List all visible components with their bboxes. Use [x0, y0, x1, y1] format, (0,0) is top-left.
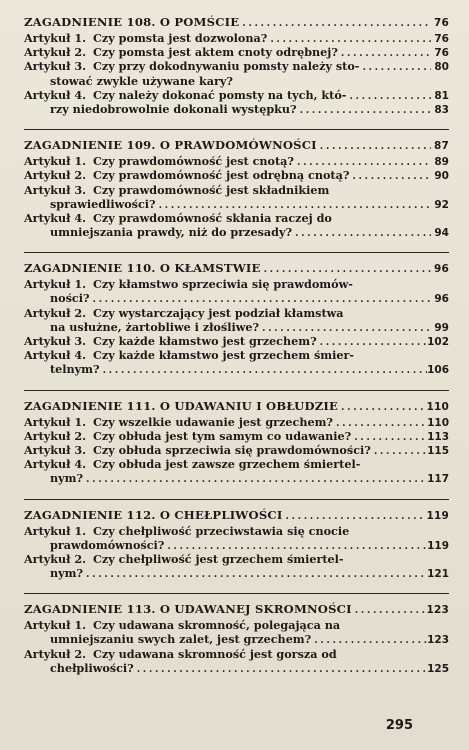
- article-question: Czy każde kłamstwo jest grzechem?: [93, 334, 317, 348]
- article-page-number: 99: [434, 321, 449, 334]
- article-line: [24, 429, 449, 443]
- article-page-number: 106: [427, 364, 449, 377]
- article-page-number: 125: [427, 662, 449, 675]
- article-label: Artykuł 3.: [24, 182, 87, 197]
- leader-dots: [346, 90, 431, 104]
- leader-dots: [292, 227, 431, 241]
- article-page-number: 81: [434, 89, 449, 102]
- article-line: [24, 362, 449, 376]
- leader-dots: [317, 138, 431, 155]
- article-question: Czy obłuda jest tym samym co udawanie?: [93, 428, 352, 443]
- article-line: [24, 168, 449, 182]
- article-label: Artykuł 2.: [24, 646, 87, 661]
- article-page-number: 92: [434, 198, 449, 211]
- section-title: ZAGADNIENIE 112. O CHEŁPLIWOŚCI: [24, 507, 283, 522]
- section-title: ZAGADNIENIE 110. O KŁAMSTWIE: [24, 261, 261, 276]
- section-header: [24, 507, 449, 524]
- article-question: stować zwykle używane kary?: [50, 73, 233, 88]
- article-label: Artykuł 1.: [24, 154, 87, 169]
- article-label: Artykuł 4.: [24, 348, 87, 363]
- article-page-number: 121: [427, 568, 449, 581]
- article-question: ności?: [50, 291, 90, 306]
- article-label: Artykuł 1.: [24, 523, 87, 538]
- toc-article: [24, 457, 449, 485]
- article-question: Czy każde kłamstwo jest grzechem śmier-: [93, 348, 355, 363]
- section-title: ZAGADNIENIE 108. O POMŚCIE: [24, 15, 240, 29]
- article-label: Artykuł 2.: [24, 168, 87, 183]
- article-line: [24, 471, 449, 485]
- article-question: Czy pomsta jest aktem cnoty odrębnej?: [93, 45, 338, 60]
- article-question: Czy wszelkie udawanie jest grzechem?: [93, 414, 333, 429]
- section-header: [24, 137, 449, 154]
- article-line: [24, 647, 449, 661]
- leader-dots: [134, 663, 427, 677]
- toc-section: [24, 252, 449, 376]
- article-question: umniejszaniu swych zalet, jest grzechem?: [50, 632, 312, 647]
- toc-section: [24, 390, 449, 486]
- section-header: [24, 260, 449, 277]
- toc-article: [24, 45, 449, 59]
- leader-dots: [100, 364, 428, 378]
- toc-section: [24, 129, 449, 239]
- article-line: [24, 348, 449, 362]
- toc-article: [24, 618, 449, 646]
- article-label: Artykuł 1.: [24, 31, 87, 45]
- article-line: [24, 524, 449, 538]
- leader-dots: [297, 104, 431, 118]
- article-question: umniejszania prawdy, niż do przesady?: [50, 225, 293, 240]
- toc-article: [24, 59, 449, 87]
- article-label: Artykuł 3.: [24, 59, 87, 74]
- section-page-number: 110: [426, 400, 449, 413]
- article-line: [24, 306, 449, 320]
- article-label: Artykuł 2.: [24, 45, 87, 60]
- article-line: [24, 334, 449, 348]
- article-line: [24, 45, 449, 59]
- leader-dots: [239, 15, 431, 32]
- article-line: [24, 632, 449, 646]
- article-label: Artykuł 2.: [24, 551, 87, 566]
- article-page-number: 80: [434, 61, 449, 74]
- toc-article: [24, 88, 449, 116]
- article-label: Artykuł 3.: [24, 442, 87, 457]
- leader-dots: [261, 261, 431, 278]
- article-question: Czy prawdomówność skłania raczej do: [93, 210, 332, 225]
- toc-article: [24, 306, 449, 334]
- article-page-number: 119: [427, 539, 449, 552]
- article-line: [24, 88, 449, 102]
- article-page-number: 76: [434, 33, 449, 45]
- article-page-number: 113: [427, 430, 449, 443]
- table-of-contents: [24, 14, 449, 675]
- toc-article: [24, 524, 449, 552]
- article-line: [24, 552, 449, 566]
- article-label: Artykuł 1.: [24, 414, 87, 429]
- leader-dots: [349, 170, 431, 184]
- article-question: chełpliwości?: [50, 660, 134, 675]
- toc-article: [24, 31, 449, 45]
- article-question: Czy prawdomówność jest odrębną cnotą?: [93, 168, 350, 183]
- article-line: [24, 183, 449, 197]
- article-page-number: 94: [434, 227, 449, 240]
- toc-article: [24, 334, 449, 348]
- toc-section: [24, 593, 449, 675]
- article-label: Artykuł 1.: [24, 618, 87, 633]
- article-question: Czy prawdomówność jest składnikiem: [93, 182, 330, 197]
- article-line: [24, 320, 449, 334]
- article-question: Czy obłuda jest zawsze grzechem śmiertel-: [93, 457, 361, 472]
- section-page-number: 123: [426, 604, 449, 617]
- section-title: ZAGADNIENIE 113. O UDAWANEJ SKROMNOŚCI: [24, 602, 352, 617]
- article-page-number: 117: [427, 473, 449, 486]
- section-page-number: 96: [433, 263, 449, 276]
- article-line: [24, 59, 449, 73]
- article-question: nym?: [50, 471, 84, 486]
- article-line: [24, 225, 449, 239]
- article-label: Artykuł 3.: [24, 334, 87, 348]
- article-label: Artykuł 2.: [24, 428, 87, 443]
- article-label: Artykuł 4.: [24, 210, 87, 225]
- article-question: rzy niedobrowolnie dokonali występku?: [50, 101, 297, 116]
- leader-dots: [83, 568, 427, 582]
- leader-dots: [282, 508, 426, 525]
- section-header: [24, 601, 449, 618]
- article-label: Artykuł 4.: [24, 87, 87, 102]
- section-header: [24, 14, 449, 31]
- toc-article: [24, 348, 449, 376]
- article-label: Artykuł 2.: [24, 305, 87, 320]
- leader-dots: [83, 473, 427, 487]
- article-question: telnym?: [50, 362, 100, 377]
- article-question: Czy wystarczający jest podział kłamstwa: [93, 305, 344, 320]
- article-line: [24, 291, 449, 305]
- leader-dots: [359, 61, 431, 75]
- article-line: [24, 74, 449, 88]
- article-page-number: 102: [427, 336, 449, 348]
- section-header: [24, 398, 449, 415]
- article-label: Artykuł 1.: [24, 277, 87, 292]
- leader-dots: [338, 399, 426, 416]
- article-line: [24, 415, 449, 429]
- article-question: Czy udawana skromność, polegająca na: [93, 618, 341, 633]
- article-question: prawdomówności?: [50, 537, 165, 552]
- article-line: [24, 538, 449, 552]
- toc-article: [24, 183, 449, 211]
- article-question: na usłużne, żartobliwe i złośliwe?: [50, 319, 260, 334]
- page-number: 295: [385, 718, 413, 733]
- article-question: Czy chełpliwość jest grzechem śmiertel-: [93, 551, 344, 566]
- article-page-number: 115: [427, 444, 449, 457]
- toc-article: [24, 168, 449, 182]
- toc-article: [24, 277, 449, 305]
- section-title: ZAGADNIENIE 111. O UDAWANIU I OBŁUDZIE: [24, 398, 339, 413]
- article-page-number: 89: [434, 156, 449, 169]
- article-question: Czy obłuda sprzeciwia się prawdomówności?: [93, 442, 371, 457]
- leader-dots: [371, 445, 427, 459]
- article-line: [24, 102, 449, 116]
- toc-article: [24, 154, 449, 168]
- section-page-number: 76: [433, 17, 449, 29]
- article-question: Czy kłamstwo sprzeciwia się prawdomów-: [93, 277, 353, 292]
- article-question: nym?: [50, 566, 84, 581]
- toc-article: [24, 647, 449, 675]
- article-page-number: 110: [427, 416, 449, 429]
- article-question: Czy prawdomówność jest cnotą?: [93, 154, 294, 169]
- article-page-number: 96: [434, 293, 449, 306]
- section-title: ZAGADNIENIE 109. O PRAWDOMÓWNOŚCI: [24, 138, 317, 153]
- article-question: Czy udawana skromność jest gorsza od: [93, 646, 337, 661]
- article-page-number: 76: [434, 47, 449, 60]
- article-page-number: 90: [434, 170, 449, 183]
- article-line: [24, 31, 449, 45]
- article-page-number: 123: [427, 634, 449, 647]
- article-question: Czy chełpliwość przeciwstawia się cnocie: [93, 523, 350, 538]
- article-label: Artykuł 4.: [24, 457, 87, 472]
- toc-article: [24, 415, 449, 429]
- section-page-number: 87: [433, 140, 449, 153]
- section-page-number: 119: [426, 509, 449, 522]
- article-line: [24, 197, 449, 211]
- article-line: [24, 566, 449, 580]
- leader-dots: [352, 602, 427, 619]
- article-question: Czy pomsta jest dozwolona?: [93, 31, 268, 45]
- article-line: [24, 277, 449, 291]
- article-line: [24, 443, 449, 457]
- article-question: Czy przy dokodnywaniu pomsty należy sto-: [93, 59, 360, 74]
- article-page-number: 83: [434, 103, 449, 116]
- article-line: [24, 211, 449, 225]
- toc-article: [24, 211, 449, 239]
- article-question: sprawiedliwości?: [50, 196, 156, 211]
- article-line: [24, 154, 449, 168]
- article-line: [24, 661, 449, 675]
- toc-article: [24, 429, 449, 443]
- toc-section: [24, 499, 449, 581]
- toc-section: [24, 14, 449, 116]
- toc-article: [24, 443, 449, 457]
- article-question: Czy należy dokonać pomsty na tych, któ-: [93, 87, 347, 102]
- article-line: [24, 618, 449, 632]
- toc-article: [24, 552, 449, 580]
- article-line: [24, 457, 449, 471]
